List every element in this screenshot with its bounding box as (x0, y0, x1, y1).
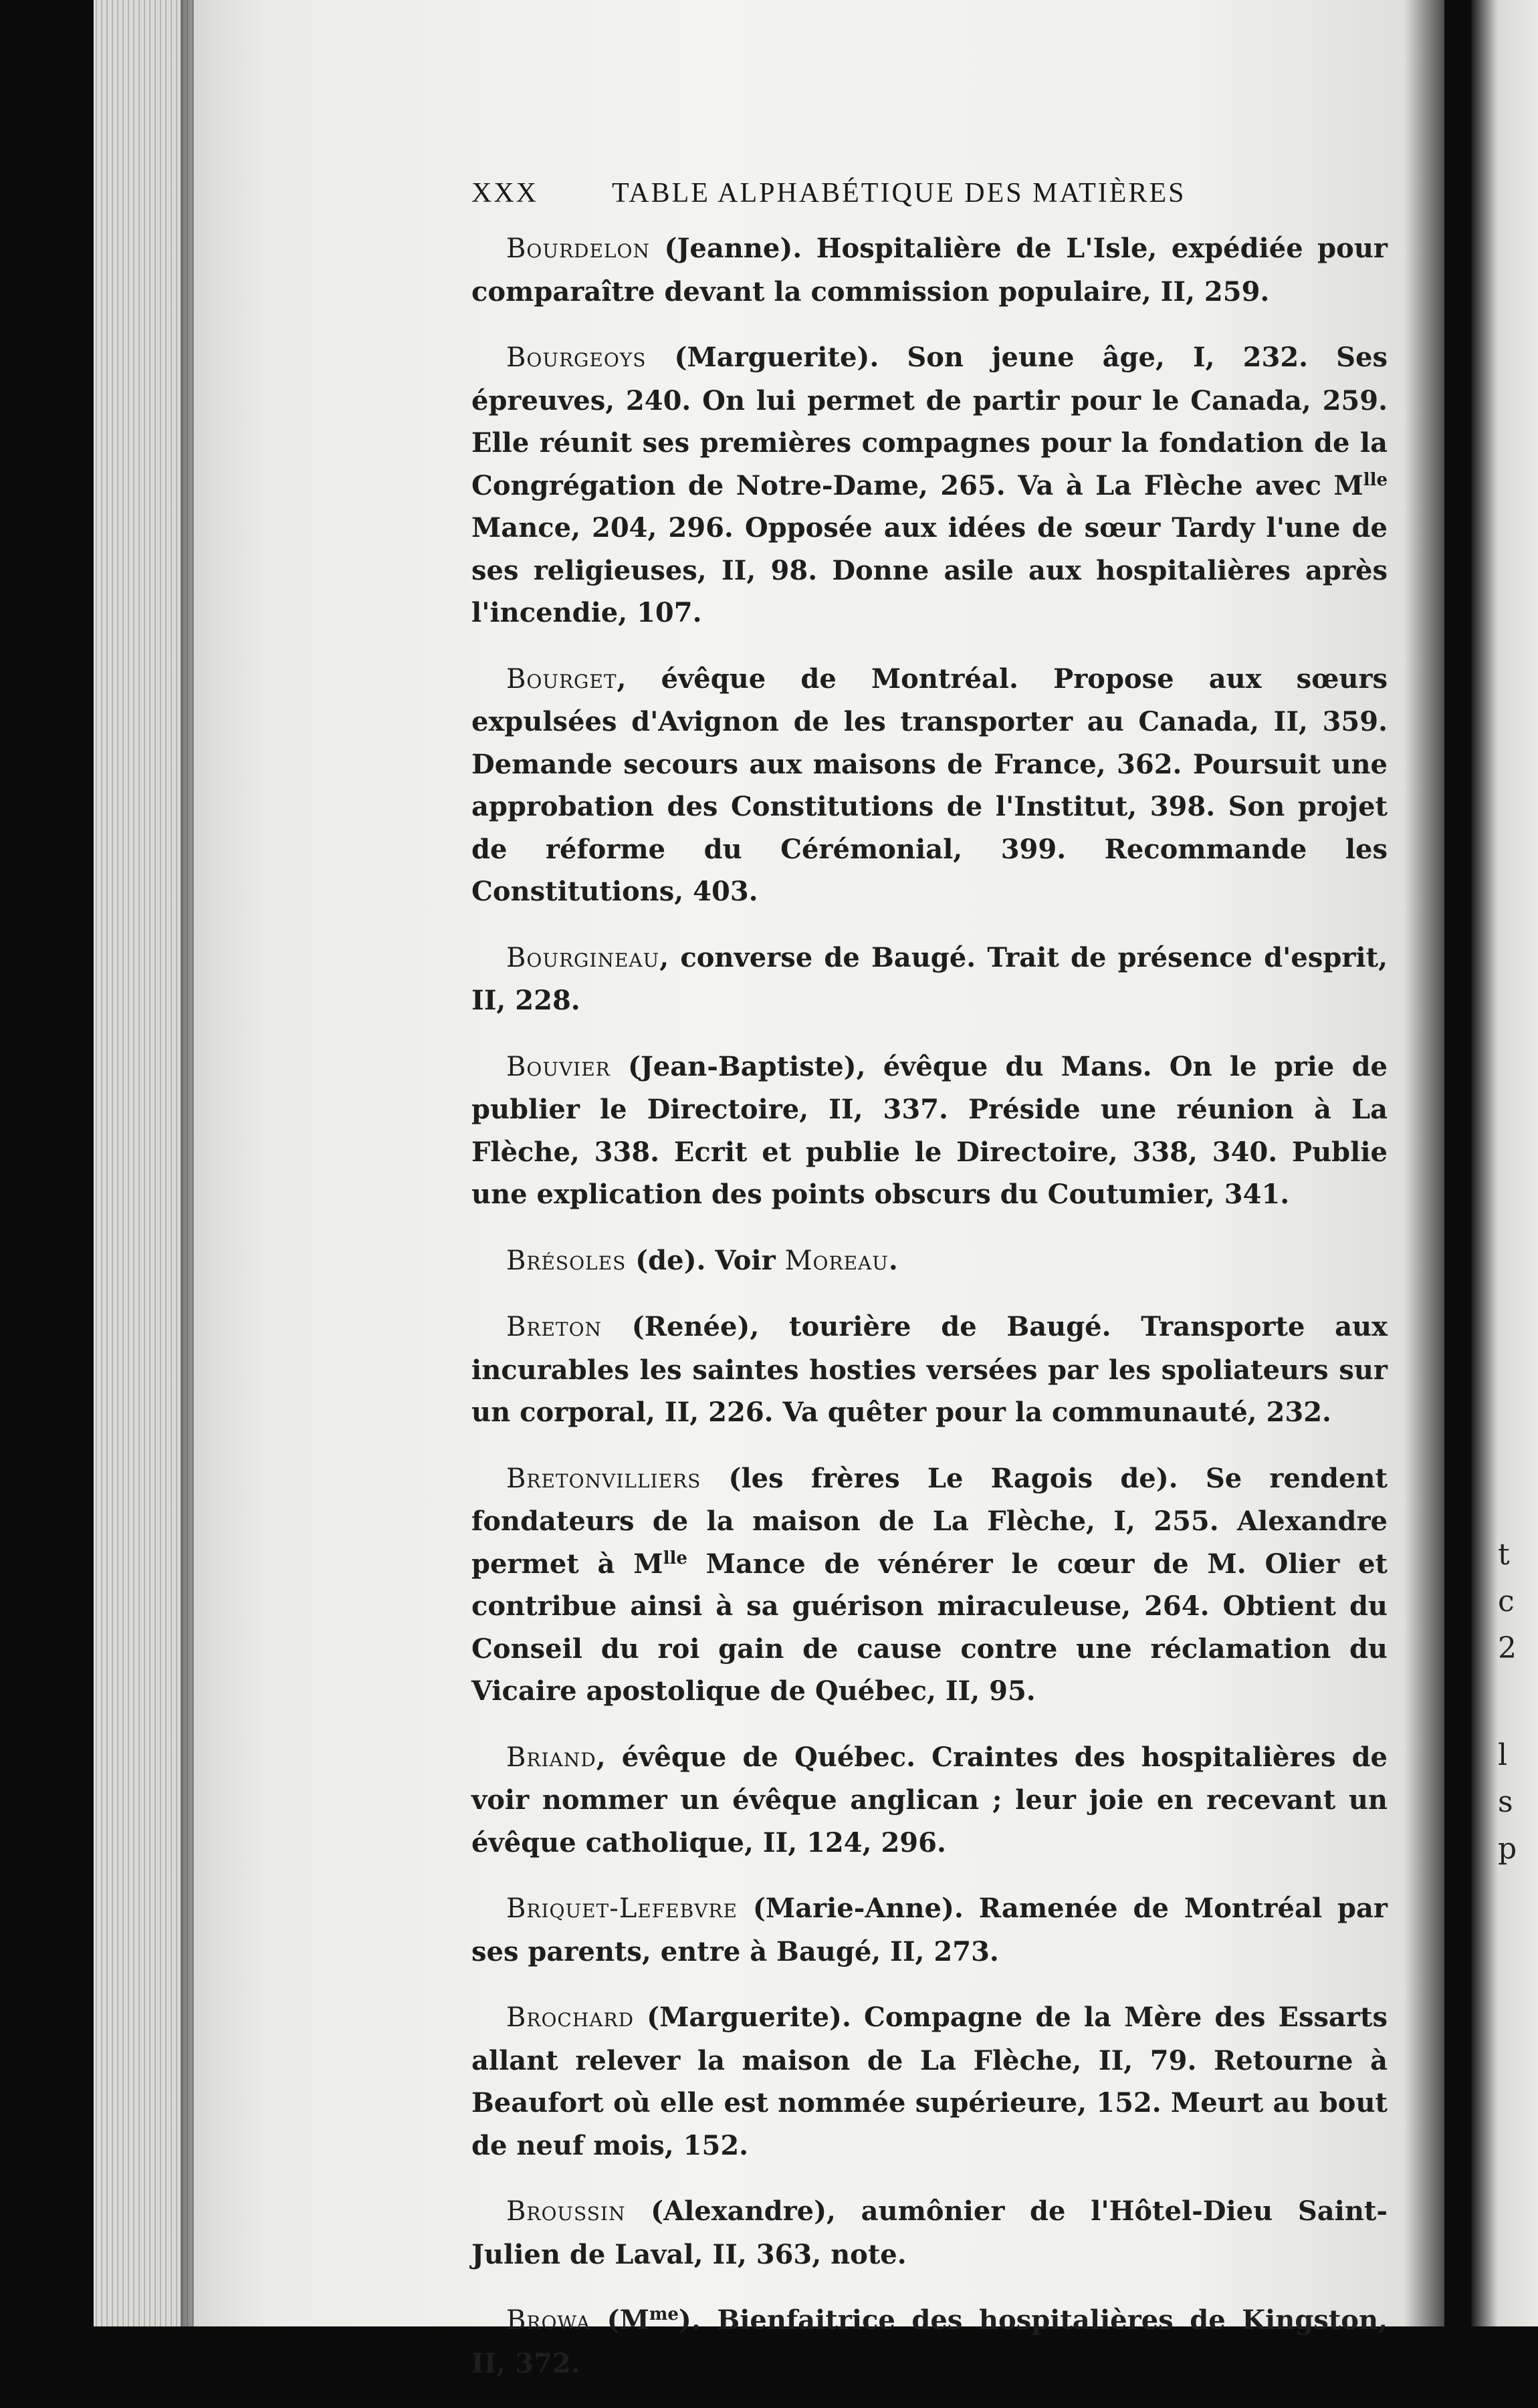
page-title: TABLE ALPHABÉTIQUE DES MATIÈRES (612, 178, 1186, 209)
index-entry (471, 2299, 1388, 2385)
entry-text: (Marie-Anne). Ramenée de Montréal par ses parents, entre à Baugé, II, 273. (471, 1893, 1388, 1967)
entry-text: (Jean-Baptiste), évêque du Mans. On le prie de publier le Directoire, II, 337. Préside une réunion à La Flèche, 338. Ecrit et publie le Directoire, 338, 340. Publie une explication des points obscurs du Coutumier, 341. (471, 1050, 1388, 1210)
entry-text-continued: Mance de vénérer le cœur de M. Olier et contribue ainsi à sa guérison miraculeuse, 264. Obtient du Conseil du roi gain de cause contre une réclamation du Vicaire apostolique de Québec, II, 95. (471, 1548, 1388, 1707)
book-page-edges (94, 0, 194, 2326)
entry-text: , évêque de Montréal. Propose aux sœurs expulsées d'Avignon de les transporter au Canada, II, 359. Demande secours aux maisons de France, 362. Poursuit une approbation des Constitutions de l'Institut, 398. Son projet de réforme du Cérémonial, 399. Recommande les Constitutions, 403. (471, 663, 1388, 907)
entry-name: Bourget (506, 663, 617, 695)
index-entry (471, 1457, 1388, 1713)
entry-text-continued: . (888, 1244, 898, 1276)
index-entry (471, 2190, 1388, 2276)
entry-superscript: me (649, 2304, 679, 2324)
entry-text: (Alexandre), aumônier de l'Hôtel-Dieu Saint-Julien de Laval, II, 363, note. (471, 2195, 1388, 2270)
page-number: XXX (471, 178, 538, 209)
next-page-letter: l (1498, 1738, 1508, 1772)
entry-name: Broussin (506, 2196, 626, 2227)
index-entry (471, 336, 1388, 634)
entry-text: , évêque de Québec. Craintes des hospitalières de voir nommer un évêque anglican ; leur joie en recevant un évêque catholique, II, 124, 296. (471, 1741, 1388, 1858)
next-page-letter: s (1498, 1785, 1513, 1819)
index-entry (471, 1239, 1388, 1283)
next-page-letter: t (1498, 1538, 1510, 1572)
entry-name: Bourgineau (506, 942, 660, 973)
index-entry (471, 1887, 1388, 1973)
page-content (471, 177, 1388, 2408)
index-entry (471, 1736, 1388, 1864)
entry-name: Bretonvilliers (506, 1463, 701, 1494)
entry-text-continued: ). Bienfaitrice des hospitalières de Kingston, II, 372. (471, 2304, 1388, 2379)
entry-text: (Jeanne). Hospitalière de L'Isle, expédiée pour comparaître devant la commission populaire, II, 259. (471, 233, 1388, 308)
entry-name: Bouvier (506, 1051, 611, 1082)
entry-text: (Marguerite). Compagne de la Mère des Essarts allant relever la maison de La Flèche, II, 79. Retourne à Beaufort où elle est nommée supérieure, 152. Meurt au bout de neuf mois, 152. (471, 2002, 1388, 2161)
index-entry (471, 658, 1388, 913)
entry-superscript: lle (663, 1548, 687, 1568)
index-entry (471, 227, 1388, 313)
next-page-letter: c (1498, 1584, 1515, 1618)
entry-name: Browa (506, 2305, 591, 2336)
entry-text: (M (607, 2304, 649, 2336)
index-entry (471, 1996, 1388, 2167)
index-entries (471, 227, 1388, 2385)
entry-name: Briand (506, 1741, 596, 1773)
entry-name: Breton (506, 1312, 602, 1342)
index-entry (471, 1306, 1388, 1434)
running-header (471, 177, 1388, 227)
entry-text: (Marguerite). Son jeune âge, I, 232. Ses épreuves, 240. On lui permet de partir pour le Canada, 259. Elle réunit ses premières compagnes pour la fondation de la Congrégation de Notre-Dame, 265. Va à La Flèche avec M (471, 342, 1388, 501)
index-entry (471, 1046, 1388, 1216)
entry-cross-reference: Moreau (784, 1245, 889, 1276)
entry-name: Brochard (506, 2002, 635, 2033)
entry-name: Bourdelon (506, 233, 650, 264)
next-page-fragment (1471, 0, 1538, 2326)
entry-name: Briquet-Lefebvre (506, 1893, 738, 1924)
entry-text-continued: Mance, 204, 296. Opposée aux idées de sœur Tardy l'une de ses religieuses, II, 98. Donne asile aux hospitalières après l'incendie, 107. (471, 512, 1388, 628)
entry-text: (de). Voir (635, 1244, 785, 1276)
next-page-letter: p (1498, 1832, 1517, 1866)
entry-superscript: lle (1363, 469, 1388, 490)
entry-text: (Renée), tourière de Baugé. Transporte aux incurables les saintes hosties versées par les spoliateurs sur un corporal, II, 226. Va quêter pour la communauté, 232. (471, 1311, 1388, 1428)
next-page-letter: 2 (1498, 1631, 1517, 1665)
entry-text: (les frères Le Ragois de). Se rendent fondateurs de la maison de La Flèche, I, 255. Alexandre permet à M (471, 1462, 1388, 1580)
index-entry (471, 937, 1388, 1022)
entry-text: , converse de Baugé. Trait de présence d'esprit, II, 228. (471, 941, 1388, 1016)
spine-shadow (1404, 0, 1444, 2326)
entry-name: Bourgeoys (506, 342, 647, 373)
entry-name: Brésoles (506, 1245, 627, 1276)
